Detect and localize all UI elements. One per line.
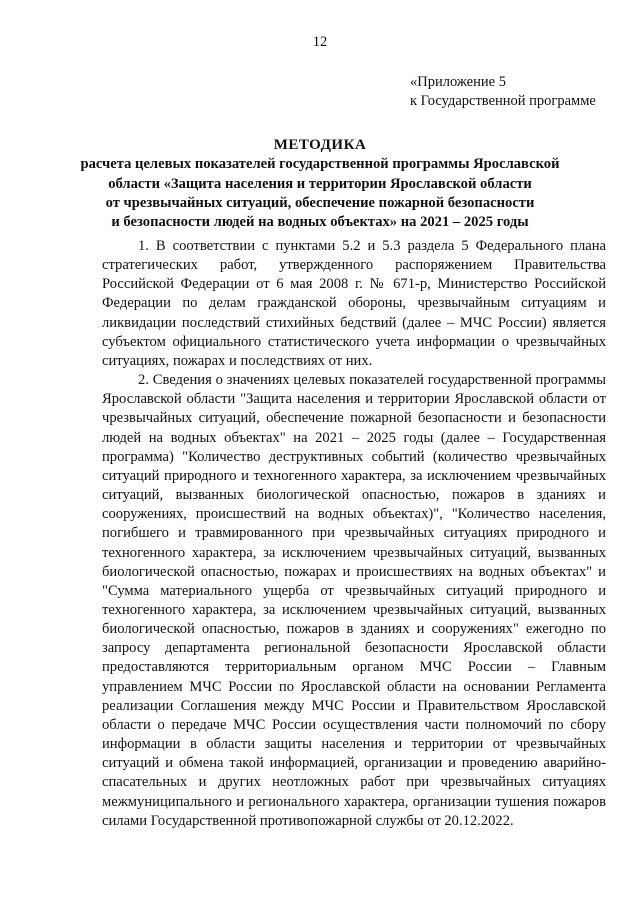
title-line-1: расчета целевых показателей государственной программы Ярославской [80, 156, 560, 173]
title-line-3: от чрезвычайных ситуаций, обеспечение пожарной безопасности [105, 194, 535, 211]
title-line-4: и безопасности людей на водных объектах» на 2021 – 2025 годы [111, 214, 529, 231]
title-line-2: области «Защита населения и территории Ярославской области [108, 175, 532, 192]
page-number: 12 [312, 34, 328, 50]
document-body [102, 237, 606, 831]
paragraph-1: 1. В соответствии с пунктами 5.2 и 5.3 раздела 5 Федерального плана стратегических работ, утвержденного распоряжением Правительства Российской Федерации от 6 мая 2008 г. № 671-р, Министерство Российской Федерации по делам гражданской обороны, чрезвычайным ситуациям и ликвидации последствий стихийных бедствий (далее – МЧС России) является субъектом официального статистического учета информации о чрезвычайных ситуациях, пожарах и последствиях от них. [102, 238, 606, 369]
annex-line-1: «Приложение 5 [410, 74, 506, 90]
title-heading: МЕТОДИКА [273, 137, 367, 153]
paragraph-2: 2. Сведения о значениях целевых показателей государственной программы Ярославской области "Защита населения и территории Ярославской области от чрезвычайных ситуаций, обеспечение пожарной безопасности и безопасности людей на водных объектах" на 2021 – 2025 годы (далее – Государственная программа) "Количество деструктивных событий (количество чрезвычайных ситуаций природного и техногенного характера, за исключением чрезвычайных ситуаций, вызванных биологической опасностью, пожаров в зданиях и сооружениях, происшествий на водных объектах)", "Количество населения, погибшего и травмированного при чрезвычайных ситуациях природного и техногенного характера, за исключением чрезвычайных ситуаций, вызванных биологической опасностью, пожарах и происшествиях на водных объектах" и "Сумма материального ущерба от чрезвычайных ситуаций природного и техногенного характера, за исключением чрезвычайных ситуаций, вызванных биологической опасностью, пожаров в зданиях и сооружениях" ежегодно по запросу департамента региональной безопасности Ярославской области предоставляются территориальным органом МЧС России – Главным управлением МЧС России по Ярославской области на основании Регламента реализации Соглашения между МЧС России и Правительством Ярославской области о передаче МЧС России осуществления части полномочий по сбору информации в области защиты населения и территории от чрезвычайных ситуаций и обмена такой информацией, организации и проведению аварийно-спасательных и других неотложных работ при чрезвычайных ситуациях межмуниципального и регионального характера, организации тушения пожаров силами Государственной противопожарной службы от 20.12.2022. [102, 372, 606, 829]
annex-line-2: к Государственной программе [410, 93, 596, 109]
annex-reference [410, 73, 596, 111]
document-title [40, 136, 600, 232]
